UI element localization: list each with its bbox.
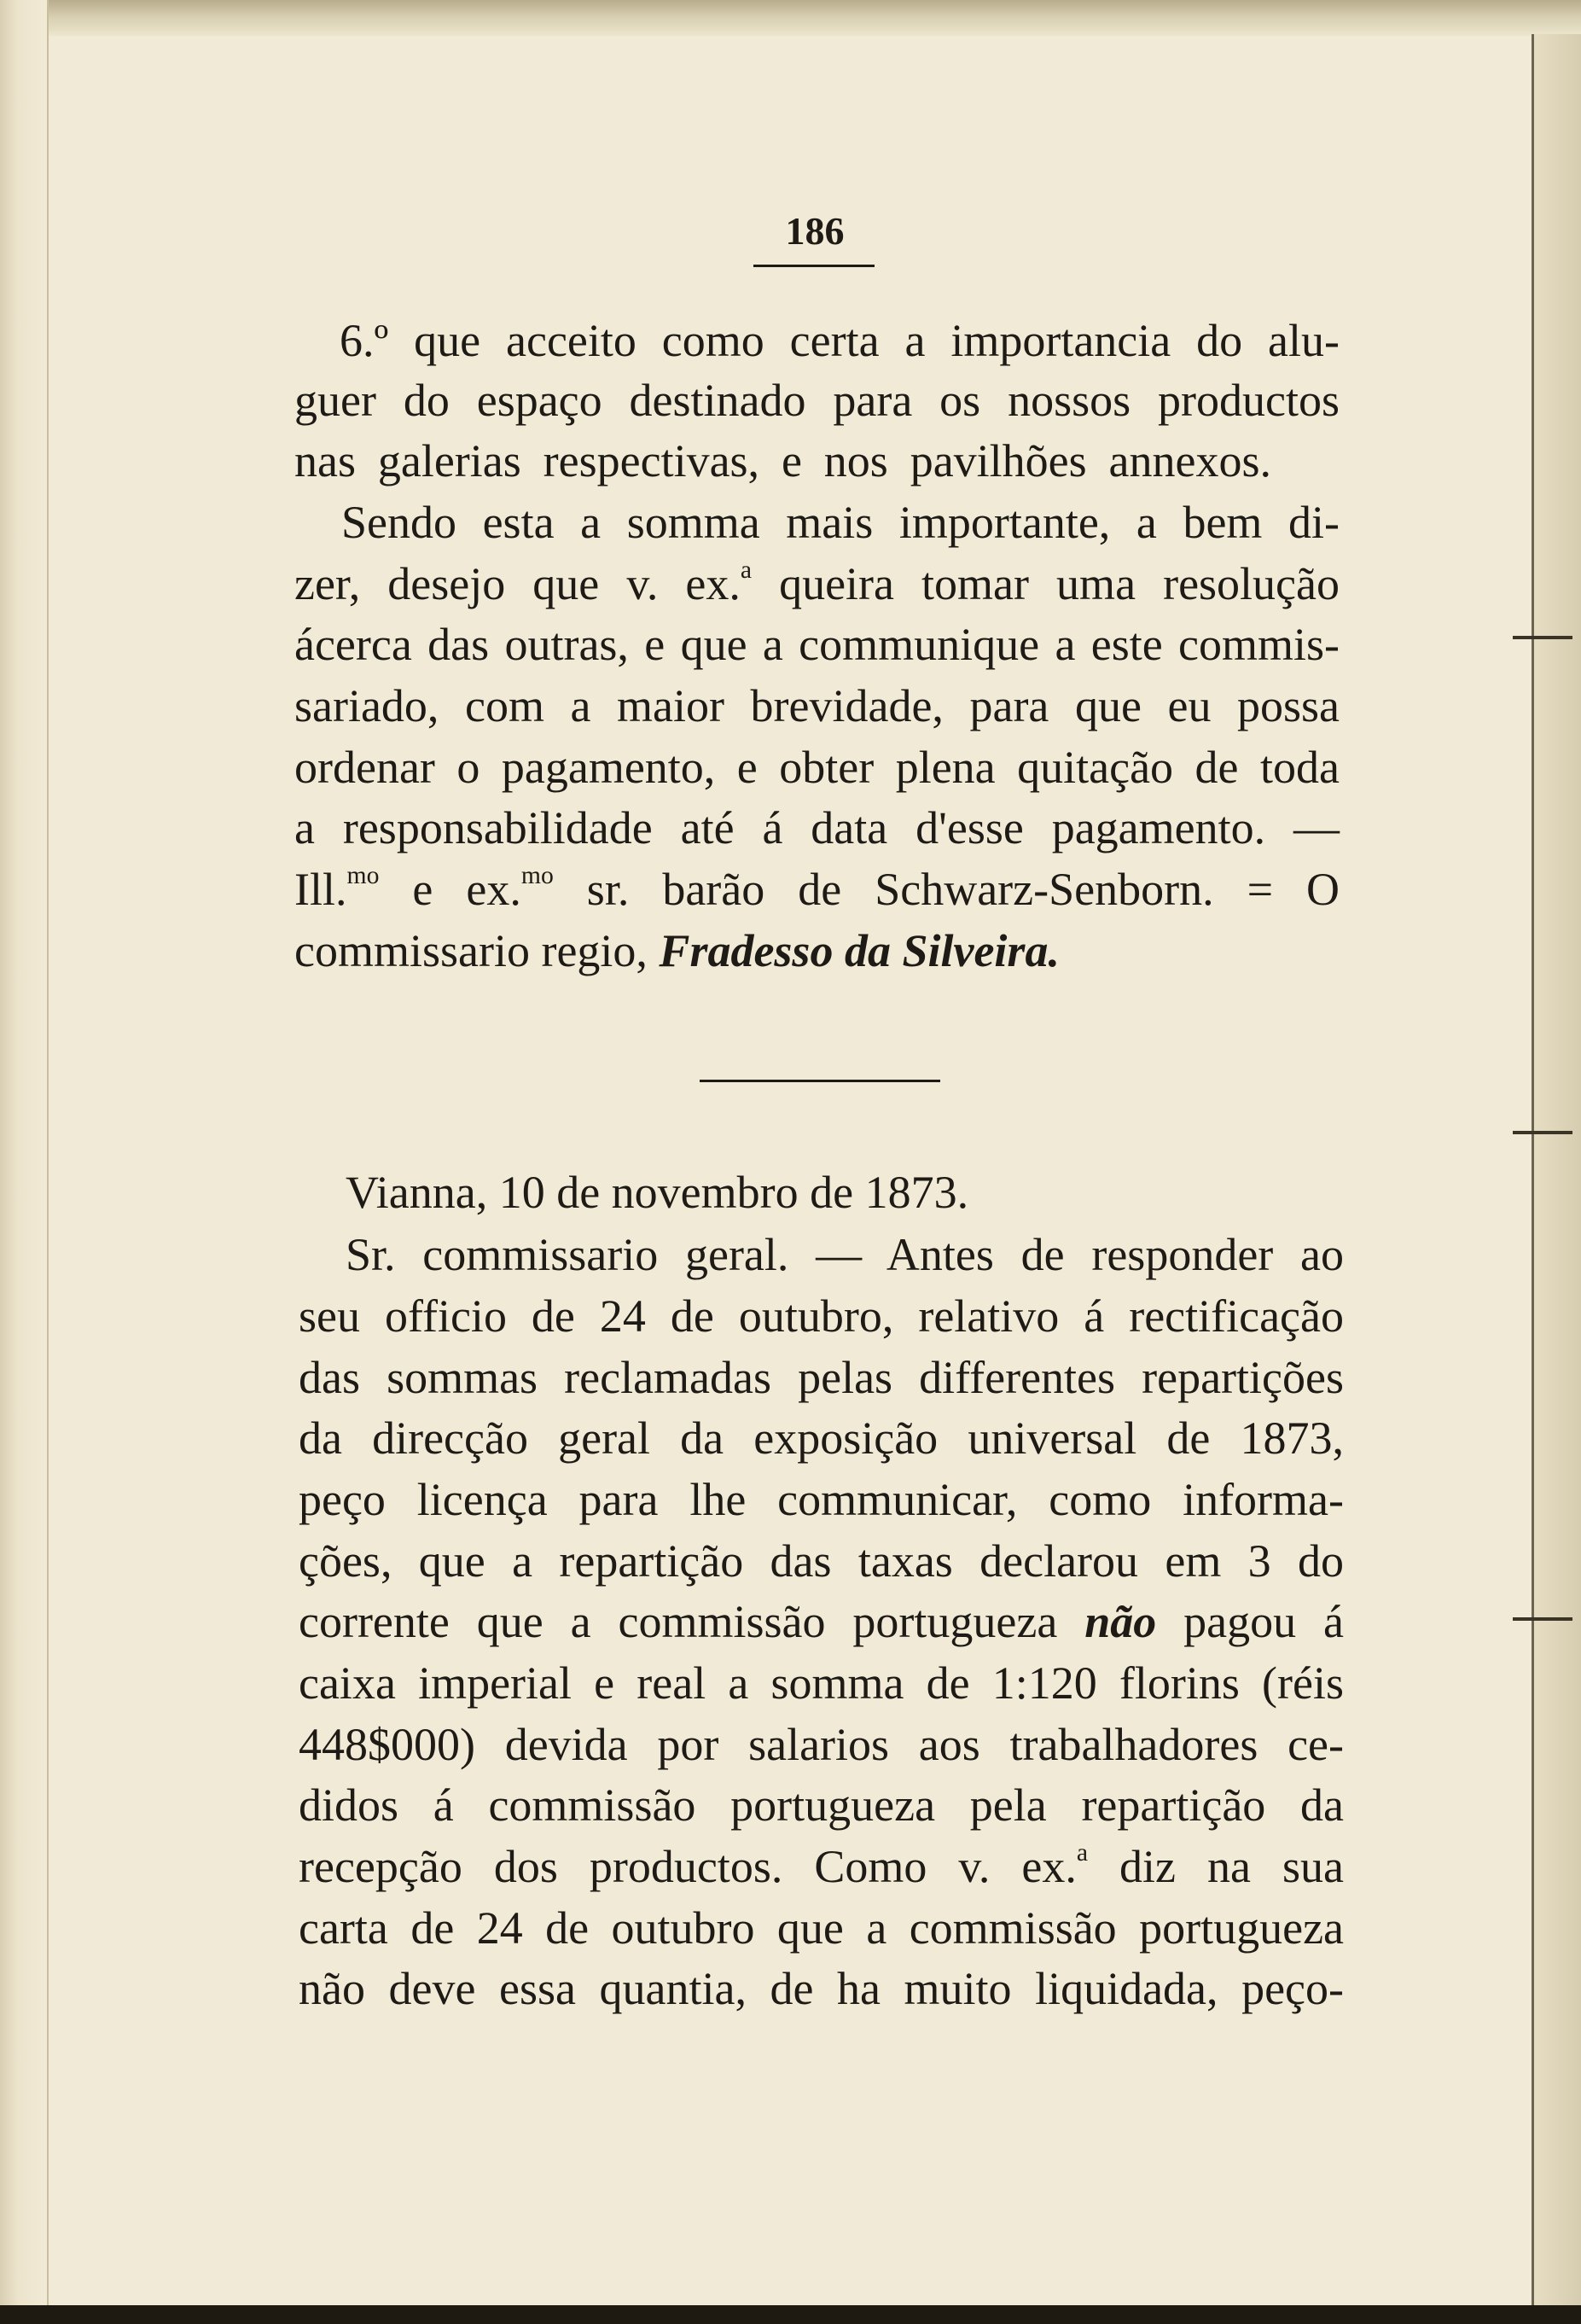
letter-2-line-5: peço licença para lhe communicar, como informa- <box>299 1474 1344 1525</box>
letter-1-line-10: Ill.$^{mo}$ e ex.$^{mo}$ sr. barão de Schwarz-Senborn. = O <box>294 861 1340 915</box>
edge-mark <box>1513 1617 1572 1621</box>
letter-1-line-7: sariado, com a maior brevidade, para que eu possa <box>294 680 1340 731</box>
letter-2-line-7: corrente que a commissão portugueza não pagou á <box>299 1596 1344 1647</box>
letter-1-line-4: Sendo esta a somma mais importante, a bem di- <box>341 497 1340 548</box>
edge-mark <box>1513 636 1572 639</box>
letter-2-line-3: das sommas reclamadas pelas differentes repartições <box>299 1352 1344 1403</box>
letter-2-line-13: não deve essa quantia, de ha muito liquidada, peço- <box>299 1963 1344 2014</box>
letter-1-line-5: zer, desejo que v. ex.$^a$ queira tomar uma resolução <box>294 556 1340 609</box>
letter-1-line-1: 6.º que acceito como certa a importancia do alu- <box>340 315 1340 366</box>
letter-2-line-1: Sr. commissario geral. — Antes de responder ao <box>346 1229 1344 1280</box>
page-top-edge <box>0 0 1581 36</box>
letter-2-line-10: didos á commissão portugueza pela repartição da <box>299 1779 1344 1831</box>
page-bottom-edge <box>0 2305 1581 2324</box>
letter-2-dateline: Vianna, 10 de novembro de 1873. <box>346 1167 969 1218</box>
letter-1-line-6: ácerca das outras, e que a communique a este commis- <box>294 619 1340 670</box>
letter-2-line-4: da direcção geral da exposição universal de 1873, <box>299 1412 1344 1464</box>
letter-2-line-9: 448$000) devida por salarios aos trabalhadores ce- <box>299 1719 1344 1770</box>
letter-2-line-2: seu officio de 24 de outubro, relativo á rectificação <box>299 1290 1344 1342</box>
page-number-rule <box>753 265 875 267</box>
edge-mark <box>1513 1131 1572 1134</box>
section-separator <box>700 1080 940 1082</box>
letter-1-signature-line: commissario regio, Fradesso da Silveira. <box>294 925 1060 976</box>
letter-1-line-9: a responsabilidade até á data d'esse pagamento. — <box>294 802 1340 853</box>
letter-1-line-2: guer do espaço destinado para os nossos productos <box>294 375 1340 426</box>
letter-1-line-3: nas galerias respectivas, e nos pavilhões annexos. <box>294 435 1271 486</box>
page-spine-edge <box>0 0 49 2324</box>
letter-2-line-12: carta de 24 de outubro que a commissão portugueza <box>299 1902 1344 1954</box>
page-number: 186 <box>785 209 845 253</box>
page-right-edge <box>1532 34 1581 2324</box>
letter-1-line-8: ordenar o pagamento, e obter plena quitação de toda <box>294 742 1340 793</box>
letter-2-line-6: ções, que a repartição das taxas declarou em 3 do <box>299 1535 1344 1587</box>
letter-2-line-11: recepção dos productos. Como v. ex.$^a$ diz na sua <box>299 1838 1344 1892</box>
letter-2-line-8: caixa imperial e real a somma de 1:120 florins (réis <box>299 1657 1344 1709</box>
